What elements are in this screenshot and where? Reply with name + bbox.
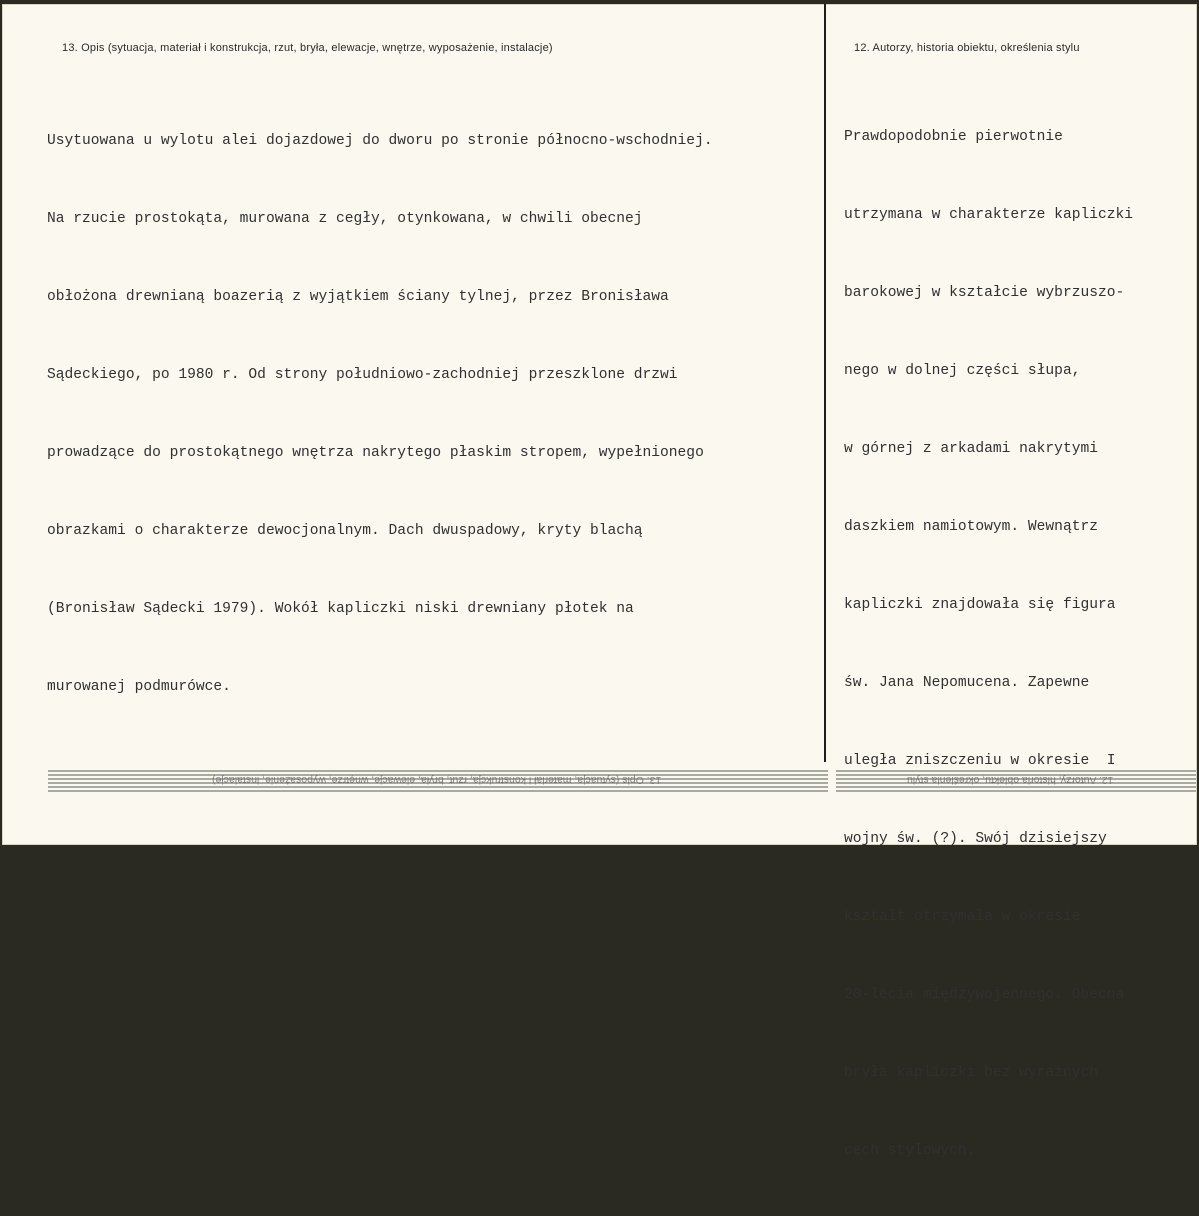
- mirrored-header-right: 12. Autorzy, historia obiektu, określenia stylu: [907, 774, 1114, 786]
- history-text: [844, 72, 1133, 1216]
- column-divider: [824, 4, 826, 762]
- text-line: prowadzące do prostokątnego wnętrza nakrytego płaskim stropem, wypełnionego: [47, 445, 704, 461]
- text-line: cech stylowych.: [844, 1143, 976, 1159]
- mirrored-header-left: 13. Opis (sytuacja, materiał i konstrukcja, rzut, bryła, elewacje, wnętrze, wyposażenie, instalacje): [212, 774, 662, 786]
- text-line: św. Jana Nepomucena. Zapewne: [844, 675, 1090, 691]
- text-line: Prawdopodobnie pierwotnie: [844, 129, 1063, 145]
- text-line: 20-lecia międzywojennego. Obecna: [844, 987, 1125, 1003]
- text-line: wojny św. (?). Swój dzisiejszy: [844, 831, 1107, 847]
- text-line: Na rzucie prostokąta, murowana z cegły, otynkowana, w chwili obecnej: [47, 211, 643, 227]
- catalog-card: [2, 4, 1197, 1159]
- text-line: obłożona drewnianą boazerią z wyjątkiem ściany tylnej, przez Bronisława: [47, 289, 669, 305]
- text-line: barokowej w kształcie wybrzuszo-: [844, 285, 1125, 301]
- description-text: [47, 76, 713, 752]
- text-line: utrzymana w charakterze kapliczki: [844, 207, 1134, 223]
- section-12-header: 12. Autorzy, historia obiektu, określenia stylu: [854, 42, 1080, 54]
- text-line: kształt otrzymała w okresie: [844, 909, 1081, 925]
- section-13-header: 13. Opis (sytuacja, materiał i konstrukcja, rzut, bryła, elewacje, wnętrze, wyposażenie, instalacje): [62, 42, 553, 54]
- text-line: uległa zniszczeniu w okresie I: [844, 753, 1116, 769]
- text-line: kapliczki znajdowała się figura: [844, 597, 1116, 613]
- text-line: bryła kapliczki bez wyraźnych: [844, 1065, 1098, 1081]
- text-line: Usytuowana u wylotu alei dojazdowej do dworu po stronie północno-wschodniej.: [47, 133, 713, 149]
- text-line: (Bronisław Sądecki 1979). Wokół kapliczki niski drewniany płotek na: [47, 601, 634, 617]
- text-line: nego w dolnej części słupa,: [844, 363, 1081, 379]
- text-line: murowanej podmurówce.: [47, 679, 231, 695]
- text-line: Sądeckiego, po 1980 r. Od strony południowo-zachodniej przeszklone drzwi: [47, 367, 678, 383]
- text-line: w górnej z arkadami nakrytymi: [844, 441, 1098, 457]
- text-line: daszkiem namiotowym. Wewnątrz: [844, 519, 1098, 535]
- text-line: obrazkami o charakterze dewocjonalnym. Dach dwuspadowy, kryty blachą: [47, 523, 643, 539]
